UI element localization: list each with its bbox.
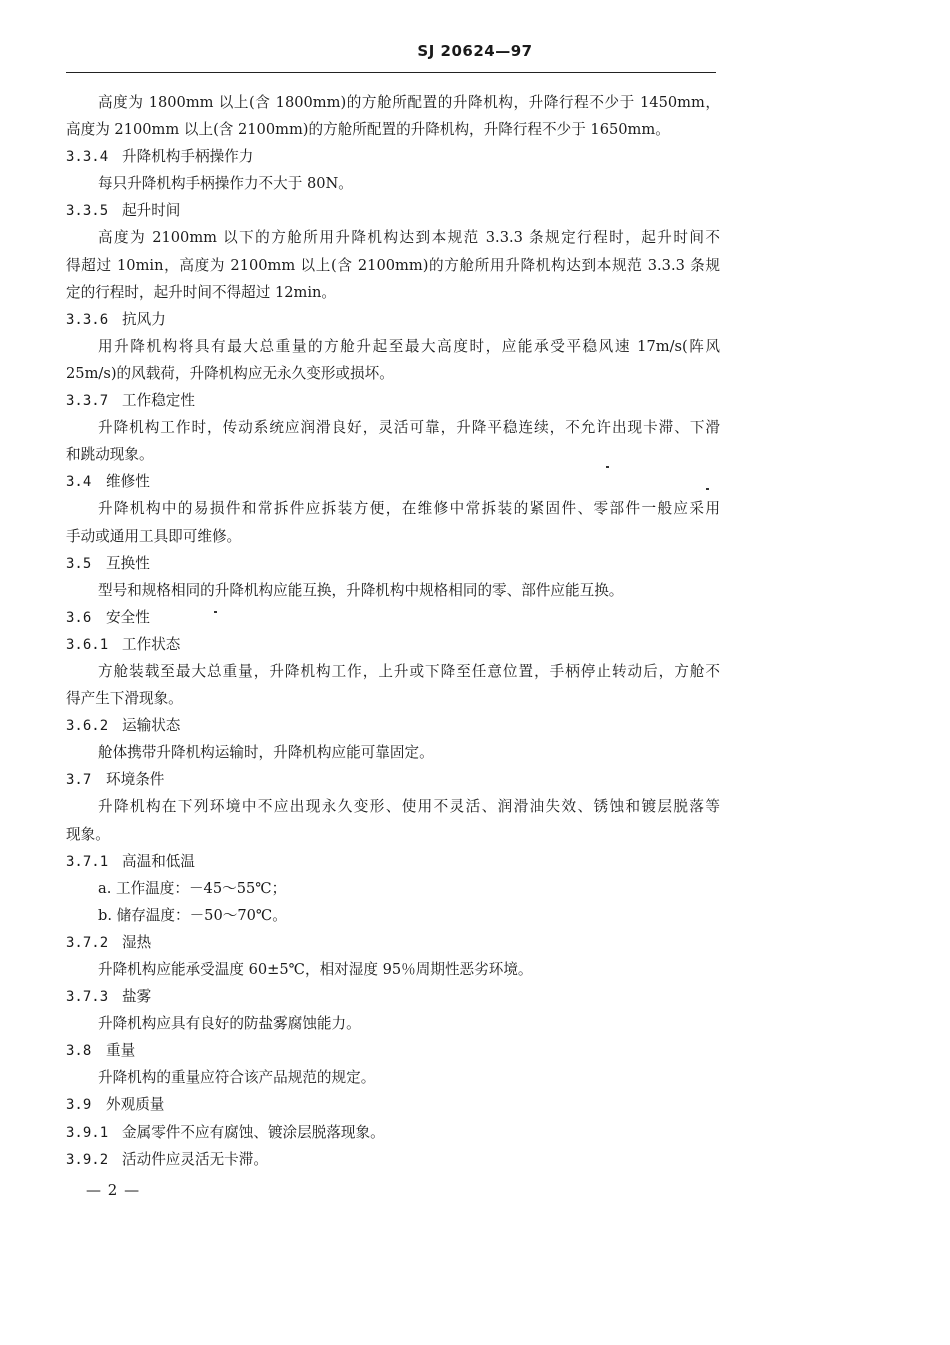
section-number: 3.4	[66, 474, 92, 491]
scan-speck	[706, 488, 709, 490]
paragraph-line: b. 储存温度：－50～70℃。	[98, 906, 287, 924]
paragraph-line: 高度为 1800mm 以上(含 1800mm)的方舱所配置的升降机构，升降行程不少于 1450mm，	[98, 94, 720, 111]
paragraph-line: 升降机构工作时，传动系统应润滑良好，灵活可靠，升降平稳连续，不允许出现卡滞、下滑	[98, 419, 720, 437]
section-heading	[66, 143, 720, 170]
document-header-code: SJ 20624—97	[417, 42, 533, 60]
paragraph-line: 升降机构应能承受温度 60±5℃，相对湿度 95％周期性恶劣环境。	[98, 961, 533, 978]
section-number: 3.3.6	[66, 311, 109, 328]
paragraph-line: 舱体携带升降机构运输时，升降机构应能可靠固定。	[98, 744, 434, 762]
section-number: 3.3.5	[66, 203, 109, 220]
paragraph-line: 高度为 2100mm 以下的方舱所用升降机构达到本规范 3.3.3 条规定行程时，起升时间不	[98, 229, 720, 247]
paragraph-line: 型号和规格相同的升降机构应能互换，升降机构中规格相同的零、部件应能互换。	[98, 581, 624, 599]
section-number: 3.5	[66, 555, 92, 572]
section-number: 3.8	[66, 1043, 92, 1060]
section-title: 工作状态	[122, 635, 181, 653]
section-heading	[66, 848, 720, 875]
section-number: 3.6.2	[66, 718, 109, 735]
section-heading	[66, 712, 720, 739]
paragraph-line: 用升降机构将具有最大总重量的方舱升起至最大高度时，应能承受平稳风速 17m/s(阵风	[98, 337, 720, 355]
section-number: 3.7.3	[66, 989, 109, 1006]
section-title: 运输状态	[122, 717, 181, 735]
section-title: 高温和低温	[122, 852, 195, 870]
paragraph-line: a. 工作温度：－45～55℃；	[98, 879, 287, 897]
paragraph-line: 得产生下滑现象。	[66, 690, 183, 708]
section-heading	[66, 983, 720, 1010]
section-number: 3.6	[66, 609, 92, 626]
paragraph-line: 得超过 10min，高度为 2100mm 以上(含 2100mm)的方舱所用升降机构达到本规范 3.3.3 条规	[66, 256, 720, 274]
section-title: 抗风力	[122, 310, 166, 328]
section-heading	[66, 550, 720, 577]
paragraph-line: 方舱装载至最大总重量，升降机构工作，上升或下降至任意位置，手柄停止转动后，方舱不	[98, 662, 720, 680]
section-title: 环境条件	[106, 771, 165, 789]
section-heading	[66, 306, 720, 333]
section-title: 起升时间	[122, 202, 181, 220]
header-rule	[66, 72, 716, 73]
paragraph-line: 定的行程时，起升时间不得超过 12min。	[66, 283, 337, 301]
section-title: 安全性	[106, 608, 150, 626]
section-title: 湿热	[122, 933, 152, 951]
paragraph-line: 升降机构在下列环境中不应出现永久变形、使用不灵活、润滑油失效、锈蚀和镀层脱落等	[98, 798, 720, 816]
section-number: 3.7.2	[66, 934, 109, 951]
section-number: 3.9.1	[66, 1124, 109, 1141]
paragraph-line: 每只升降机构手柄操作力不大于 80N。	[98, 175, 353, 193]
paragraph-line: 升降机构中的易损件和常拆件应拆装方便，在维修中常拆装的紧固件、零部件一般应采用	[98, 500, 720, 518]
scan-speck	[214, 611, 217, 613]
section-title: 活动件应灵活无卡滞。	[122, 1150, 268, 1168]
scan-speck	[606, 466, 609, 468]
paragraph-line: 升降机构的重量应符合该产品规范的规定。	[98, 1069, 376, 1087]
section-title: 外观质量	[106, 1096, 165, 1114]
section-number: 3.7.1	[66, 853, 109, 870]
section-number: 3.3.7	[66, 393, 109, 410]
section-heading	[66, 1037, 720, 1064]
section-heading	[66, 387, 720, 414]
section-heading	[66, 604, 720, 631]
section-title: 工作稳定性	[122, 392, 195, 410]
section-title: 重量	[106, 1042, 136, 1060]
section-heading	[66, 766, 720, 793]
section-heading	[66, 929, 720, 956]
section-heading	[66, 1146, 720, 1173]
page-number: — 2 —	[86, 1181, 141, 1199]
paragraph-line: 25m/s)的风载荷，升降机构应无永久变形或损坏。	[66, 364, 394, 382]
section-title: 互换性	[106, 554, 150, 572]
paragraph-line: 和跳动现象。	[66, 446, 154, 464]
section-heading	[66, 468, 720, 495]
section-heading	[66, 1091, 720, 1118]
section-number: 3.7	[66, 772, 92, 789]
paragraph-line: 升降机构应具有良好的防盐雾腐蚀能力。	[98, 1015, 361, 1033]
section-title: 维修性	[106, 473, 150, 491]
document-body	[66, 89, 720, 1173]
section-number: 3.3.4	[66, 149, 109, 166]
paragraph-line: 手动或通用工具即可维修。	[66, 527, 242, 545]
section-title: 盐雾	[122, 988, 152, 1006]
section-heading	[66, 631, 720, 658]
section-number: 3.9.2	[66, 1151, 109, 1168]
section-heading	[66, 197, 720, 224]
section-title: 升降机构手柄操作力	[122, 148, 254, 166]
section-number: 3.6.1	[66, 636, 109, 653]
paragraph-line: 高度为 2100mm 以上(含 2100mm)的方舱所配置的升降机构，升降行程不少于 1650mm。	[66, 121, 670, 139]
paragraph-line: 现象。	[66, 825, 110, 843]
section-title: 金属零件不应有腐蚀、镀涂层脱落现象。	[122, 1123, 385, 1141]
section-heading	[66, 1119, 720, 1146]
section-number: 3.9	[66, 1097, 92, 1114]
